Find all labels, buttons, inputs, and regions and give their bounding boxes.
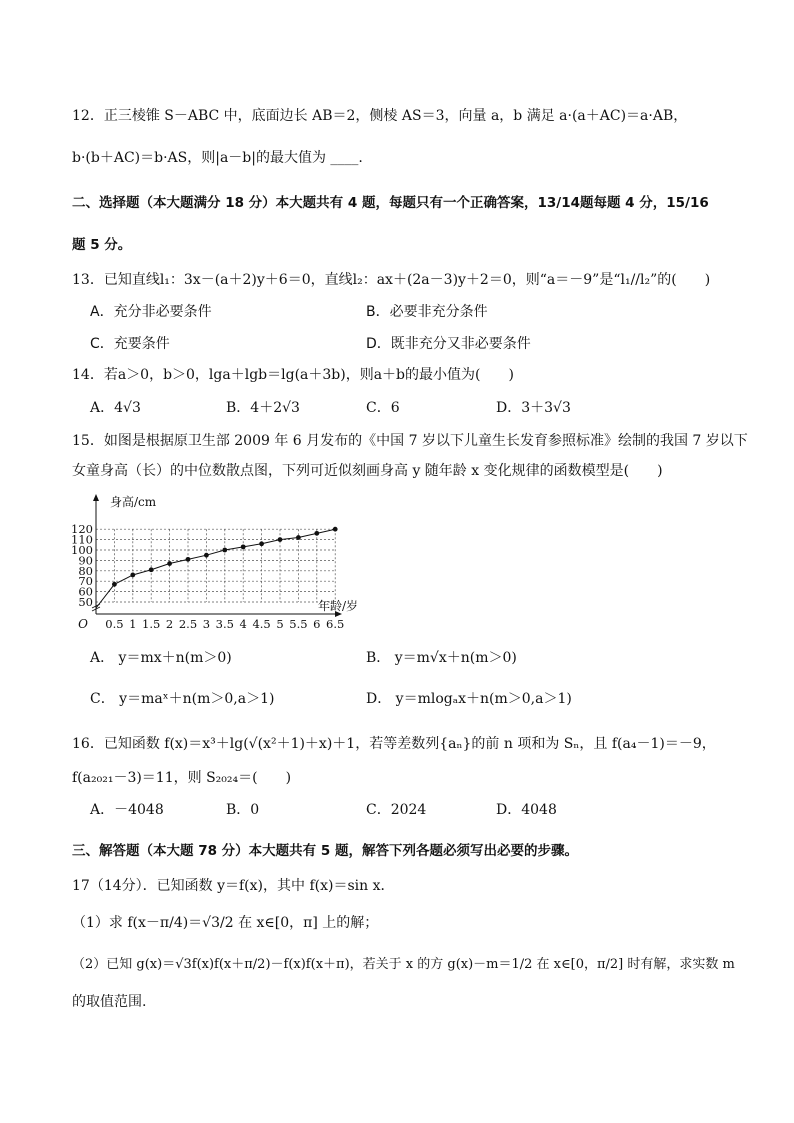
data-point	[130, 573, 135, 578]
q15-stem-line2: 女童身高（长）的中位数散点图，下列可近似刻画身高 y 随年龄 x 变化规律的函数模型是( )	[72, 463, 663, 479]
y-tick-label: 100	[72, 543, 93, 557]
origin-label: O	[78, 617, 88, 631]
x-tick-label: 5.5	[289, 617, 308, 631]
q16-line1: 16．已知函数 f(x)＝x³＋lg(√(x²＋1)＋x)＋1，若等差数列{aₙ}的前 n 项和为 Sₙ，且 f(a₄－1)＝－9，	[72, 736, 716, 752]
data-point	[186, 557, 191, 562]
x-tick-label: 1	[129, 617, 137, 631]
data-point	[149, 567, 154, 572]
data-point	[314, 531, 319, 536]
data-point	[296, 535, 301, 540]
data-point	[204, 553, 209, 558]
q14-stem: 14．若a＞0，b＞0，lga＋lgb＝lg(a＋3b)，则a＋b的最小值为( )	[72, 367, 514, 383]
y-tick-label: 90	[78, 553, 93, 568]
x-tick-label: 1.5	[142, 617, 161, 631]
q12-line2: b·(b＋AC)＝b·AS，则|a－b|的最大值为 ____.	[72, 150, 363, 166]
q17-part2: （2）已知 g(x)＝√3f(x)f(x＋π/2)－f(x)f(x＋π)，若关于 x 的方 g(x)－m＝1/2 在 x∈[0，π/2] 时有解，求实数 m	[72, 957, 735, 972]
q16-option-a: A．－4048	[90, 802, 164, 818]
q16-line2: f(a₂₀₂₁－3)＝11，则 S₂₀₂₄＝( )	[72, 770, 292, 786]
q16-option-c: C．2024	[366, 802, 427, 818]
q14-option-d: D．3＋3√3	[496, 400, 571, 416]
q15-option-c: C． y＝maˣ＋n(m＞0,a＞1)	[90, 691, 275, 707]
data-point	[167, 561, 172, 566]
q12-line1: 12．正三棱锥 S－ABC 中，底面边长 AB＝2，侧棱 AS＝3，向量 a，b 满足 a·(a＋AC)＝a·AB，	[72, 108, 688, 124]
data-point	[222, 548, 227, 553]
x-tick-label: 3.5	[215, 617, 234, 631]
q15-option-d: D． y＝mlogₐx＋n(m＞0,a＞1)	[366, 691, 572, 707]
q17-part2-cont: 的取值范围.	[72, 994, 147, 1010]
data-point	[333, 527, 338, 532]
q17-stem: 17（14分）．已知函数 y＝f(x)，其中 f(x)＝sin x．	[72, 878, 395, 894]
q17-part1: （1）求 f(x－π/4)＝√3/2 在 x∈[0，π] 上的解；	[72, 915, 379, 931]
y-tick-label: 110	[72, 532, 93, 547]
x-tick-label: 6	[313, 617, 321, 631]
x-tick-label: 5	[276, 617, 284, 631]
q15-option-a: A． y＝mx＋n(m＞0)	[90, 650, 232, 666]
data-point	[241, 544, 246, 549]
q14-option-a: A．4√3	[90, 400, 141, 416]
q15-option-b: B． y＝m√x＋n(m＞0)	[366, 650, 517, 666]
y-tick-label: 60	[78, 584, 93, 599]
q14-option-b: B．4＋2√3	[226, 400, 300, 416]
x-tick-label: 2.5	[178, 617, 198, 631]
q16-option-b: B．0	[226, 802, 260, 818]
section-3-heading: 三、解答题（本大题 78 分）本大题共有 5 题，解答下列各题必须写出必要的步骤。	[72, 843, 578, 859]
section-2-heading-line2: 题 5 分。	[72, 237, 132, 253]
chart-svg	[72, 492, 372, 632]
height-age-scatter-chart	[72, 492, 372, 632]
q15-stem-line1: 15．如图是根据原卫生部 2009 年 6 月发布的《中国 7 岁以下儿童生长发育参照标准》绘制的我国 7 岁以下	[72, 433, 748, 449]
y-axis-label: 身高/cm	[110, 495, 157, 509]
y-axis-arrow	[93, 494, 99, 501]
q13-option-a: A．充分非必要条件	[90, 304, 212, 320]
data-point	[112, 582, 117, 587]
q16-option-d: D．4048	[496, 802, 557, 818]
y-tick-label: 120	[72, 522, 93, 537]
x-tick-label: 3	[202, 617, 211, 631]
x-axis-label: 年龄/岁	[318, 599, 359, 613]
y-tick-label: 80	[78, 563, 93, 578]
x-tick-label: 4.5	[252, 617, 271, 631]
q13-option-b: B．必要非充分条件	[366, 304, 488, 320]
section-2-heading-line1: 二、选择题（本大题满分 18 分）本大题共有 4 题，每题只有一个正确答案，13/14题每题 4 分，15/16	[72, 195, 709, 211]
x-tick-label: 0.5	[105, 617, 124, 631]
x-tick-label: 4	[239, 617, 247, 631]
data-point	[259, 541, 264, 546]
data-point	[278, 537, 283, 542]
q14-option-c: C．6	[366, 400, 400, 416]
q13-stem: 13．已知直线l₁：3x－(a＋2)y＋6＝0，直线l₂：ax＋(2a－3)y＋2＝0，则“a＝－9”是“l₁//l₂”的( )	[72, 272, 711, 288]
x-tick-label: 2	[165, 617, 174, 631]
q13-option-d: D．既非充分又非必要条件	[366, 336, 531, 352]
series-line	[96, 529, 335, 608]
x-tick-label: 6.5	[326, 617, 345, 631]
y-tick-label: 50	[78, 595, 93, 609]
q13-option-c: C．充要条件	[90, 336, 170, 352]
y-tick-label: 70	[78, 574, 93, 589]
